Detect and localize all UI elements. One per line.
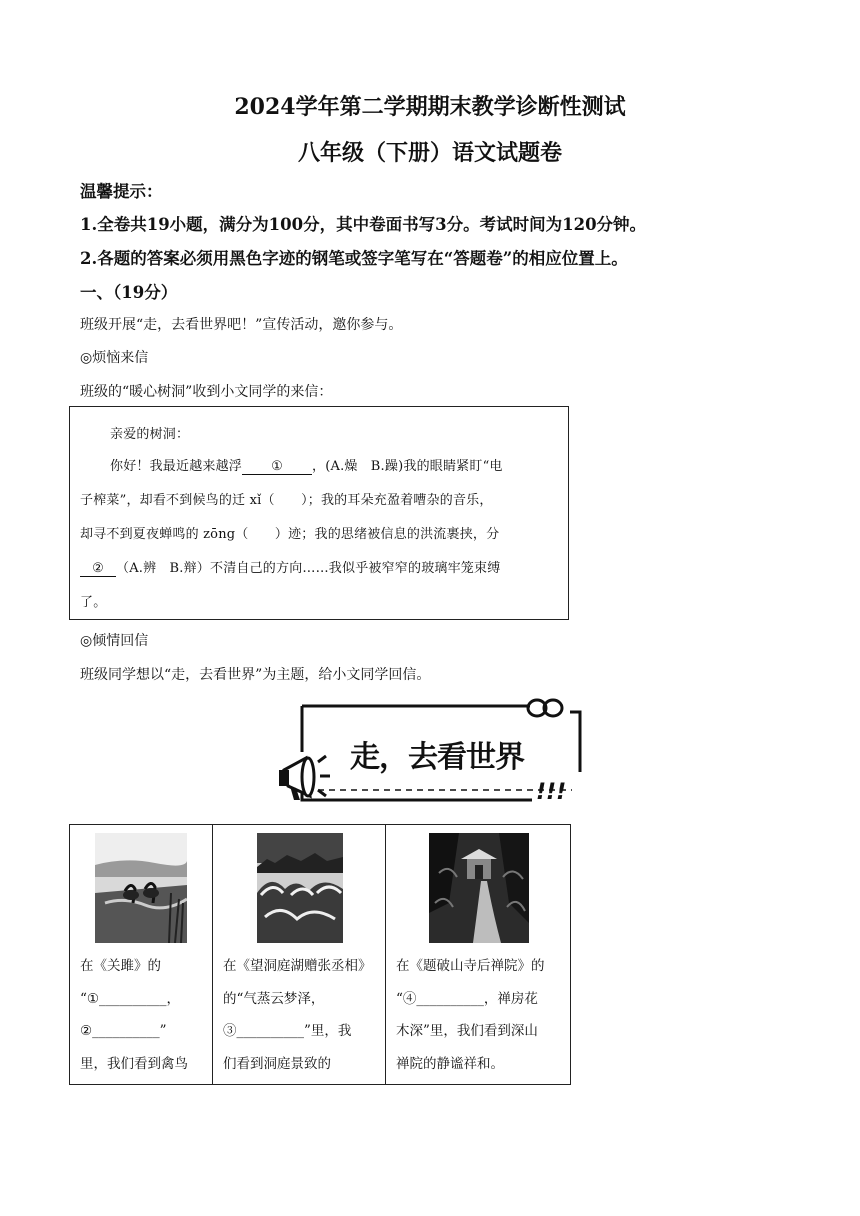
theme-banner <box>272 692 592 816</box>
section-heading: 一、（19分） <box>80 283 178 302</box>
letter-line-6: 了。 <box>80 595 107 610</box>
card-line: 在《题破山寺后禅院》的 <box>396 958 545 974</box>
card-poshan-text <box>396 950 565 1080</box>
part1-text: 班级的“暖心树洞”收到小文同学的来信： <box>80 384 333 400</box>
card-line: 的“气蒸云梦泽， <box>223 990 325 1007</box>
exam-title: 2024学年第二学期期末教学诊断性测试 <box>234 94 626 120</box>
card-line-blank[interactable]: ②__________” <box>80 1023 167 1039</box>
exam-subtitle: 八年级（下册）语文试题卷 <box>297 140 562 166</box>
card-line: 在《望洞庭湖赠张丞相》 <box>223 958 372 974</box>
card-line: 在《关雎》的 <box>80 958 161 974</box>
card-line: 们看到洞庭景致的 <box>223 1055 331 1072</box>
card-line-blank[interactable]: “④__________，禅房花 <box>396 990 538 1007</box>
card-line: 木深”里，我们看到深山 <box>396 1023 538 1039</box>
banner-text: 走，去看世界 <box>350 740 524 775</box>
card-line-blank[interactable]: “①__________， <box>80 990 181 1007</box>
card-dongting-text <box>223 950 380 1080</box>
temple-image <box>429 833 529 943</box>
section-intro: 班级开展“走，去看世界吧！”宣传活动，邀你参与。 <box>80 317 403 333</box>
waves-image <box>257 833 343 943</box>
banner-exclamations: !!! <box>536 780 567 805</box>
letter-line-3: 子榨菜”，却看不到候鸟的迁 xǐ（ ）；我的耳朵充盈着嘈杂的音乐， <box>80 493 493 508</box>
infinity-icon <box>525 696 565 720</box>
letter-line-5-text: （A.辨 B.辩）不清自己的方向……我似乎被窄窄的玻璃牢笼束缚 <box>116 561 501 576</box>
card-dongting <box>212 825 386 1084</box>
letter-box <box>69 406 569 620</box>
megaphone-icon <box>276 748 334 808</box>
part2-label: ◎倾情回信 <box>80 633 149 649</box>
notice-heading: 温馨提示： <box>80 182 163 201</box>
poem-cards-table <box>69 824 571 1085</box>
card-poshan <box>385 825 571 1084</box>
card-line: 里，我们看到禽鸟 <box>80 1055 188 1072</box>
letter-line-4: 却寻不到夏夜蝉鸣的 zōng（ ）迹；我的思绪被信息的洪流裹挟，分 <box>80 527 500 542</box>
letter-line-2-start: 你好！我最近越来越浮 <box>110 459 243 474</box>
card-line-blank[interactable]: ③__________”里，我 <box>223 1023 352 1039</box>
letter-line-2-end: ，(A.燥 B.躁)我的眼睛紧盯“电 <box>312 459 503 474</box>
blank-2[interactable]: ② <box>80 561 116 577</box>
part1-label: ◎烦恼来信 <box>80 350 149 366</box>
notice-item-1: 1.全卷共19小题，满分为100分，其中卷面书写3分。考试时间为120分钟。 <box>80 215 647 234</box>
blank-1[interactable]: ① <box>242 459 312 475</box>
card-line: 禅院的静谧祥和。 <box>396 1055 504 1072</box>
notice-item-2: 2.各题的答案必须用黑色字迹的钢笔或签字笔写在“答题卷”的相应位置上。 <box>80 249 628 268</box>
letter-line-2 <box>110 455 503 475</box>
card-guanju-text <box>80 950 206 1080</box>
letter-line-5 <box>80 557 500 577</box>
part2-text: 班级同学想以“走，去看世界”为主题，给小文同学回信。 <box>80 667 431 683</box>
letter-greeting: 亲爱的树洞： <box>110 427 190 442</box>
cranes-image <box>95 833 187 943</box>
card-guanju <box>70 825 212 1084</box>
